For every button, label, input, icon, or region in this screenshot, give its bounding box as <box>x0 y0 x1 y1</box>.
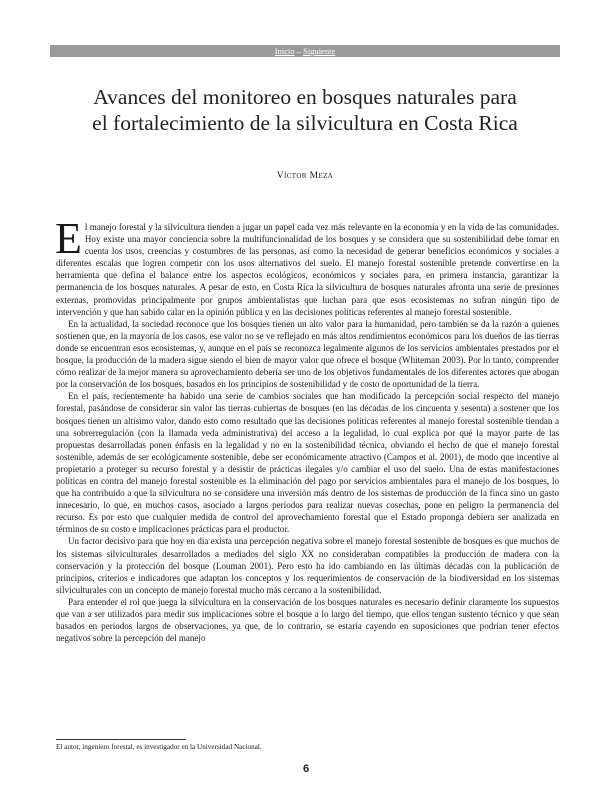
article-title <box>50 84 560 136</box>
title-line-1: Avances del monitoreo en bosques naturales para <box>93 85 517 109</box>
footnote: El autor, ingeniero forestal, es investigador en la Universidad Nacional. <box>56 743 262 751</box>
title-line-2: el fortalecimiento de la silvicultura en Costa Rica <box>92 111 518 135</box>
paragraph-1 <box>55 214 559 318</box>
footnote-divider <box>56 739 186 740</box>
page-number: 6 <box>302 763 310 775</box>
paragraph-2: En la actualidad, la sociedad reconoce que los bosques tienen un alto valor para la humanidad, pero también se da la razón a quienes sostienen que, en la mayoría de los casos, ese valor no se ve reflejado en más altos rendimientos económicos para los dueños de las tierras donde se encuentran esos ecosistemas, y, aunque en el país se reconozca legalmente algunos de los servicios ambientales prestados por el bosque, la producción de la madera sigue siendo el bien de mayor valor que ofrece el bosque (Whiteman 2003). Por lo tanto, comprender cómo realizar de la mejor manera su aprovechamiento debería ser uno de los objetivos fundamentales de los diferentes actores que abogan por la conservación de los bosques, basados en los principios de sostenibilidad y de costo de oportunidad de la tierra. <box>56 318 559 390</box>
paragraph-4: Un factor decisivo para que hoy en día exista una percepción negativa sobre el manejo forestal sostenible de bosques es que muchos de los sistemas silviculturales desarrollados a mediados del siglo XX no consideraban compatibles la producción de madera con la conservación y la protección del bosque (Louman 2001). Pero esto ha ido cambiando en las últimas décadas con la publicación de principios, criterios e indicadores que adaptan los conceptos y los requerimientos de conservación de la biodiversidad en los sistemas silviculturales con un concepto de manejo forestal mucho más cercano a la sostenibilidad. <box>56 536 559 595</box>
navigation-bar <box>50 45 560 57</box>
author-name: Víctor Meza <box>276 171 334 181</box>
paragraph-5: Para entender el rol que juega la silvicultura en la conservación de los bosques naturales es necesario definir claramente los supuestos que van a ser utilizados para medir sus implicaciones sobre el bosque a lo largo del tiempo, que ellos tengan sustento técnico y que sean basados en períodos largos de observaciones, ya que, de lo contrario, se estaría cayendo en suposiciones que podrían tener efectos negativos sobre la percepción del manejo <box>56 596 559 644</box>
article-body <box>55 214 559 644</box>
home-link[interactable]: Inicio <box>274 46 295 56</box>
paragraph-1-text: l manejo forestal y la silvicultura tienden a jugar un papel cada vez más relevante en la economía y en la vida de las comunidades. Hoy existe una mayor conciencia sobre la multifuncionalidad de los bosques y se considera que su sostenibilidad debe tomar en cuenta los usos, creencias y costumbres de las personas, así como la necesidad de generar beneficios económicos y sociales a diferentes escalas que logren competir con los usos alternativos del suelo. El manejo forestal sostenible pretende convertirse en la herramienta que defina el balance entre los aspectos ecológicos, económicos y sociales para, en primera instancia, garantizar la permanencia de los bosques naturales. A pesar de esto, en Costa Rica la silvicultura de bosques naturales afronta una serie de presiones externas, promovidas principalmente por grupos ambientalistas que luchan para que esos ecosistemas no sufran ningún tipo de intervención y que han sabido calar en la opinión pública y en las decisiones políticas referentes al manejo forestal sostenible. <box>56 222 559 317</box>
drop-cap: E <box>55 214 82 263</box>
next-link[interactable]: Siguiente <box>303 46 336 56</box>
nav-separator: – <box>296 46 301 56</box>
paragraph-3: En el país, recientemente ha habido una serie de cambios sociales que han modificado la percepción social respecto del manejo forestal, pasándose de considerar sin valor las tierras cubiertas de bosques (en las décadas de los cincuenta y sesenta) a sostener que los bosques tienen un altísimo valor, dando esto como resultado que las decisiones políticas referentes al manejo forestal sostenible tiendan a una sobrerregulación (con la llamada veda administrativa) del acceso a la legalidad, lo cual explica por qué la mayor parte de las propuestas desarrolladas ponen énfasis en la legalidad y no en la sostenibilidad técnica, obviando el hecho de que el manejo forestal sostenible, además de ser ecológicamente sostenible, debe ser económicamente atractivo (Campos et al. 2001), de modo que incentive al propietario a proteger su recurso forestal y a desistir de prácticas ilegales y/o cambiar el uso del suelo. Una de estas manifestaciones políticas en contra del manejo forestal sostenible es la eliminación del pago por servicios ambientales para el manejo de los bosques, lo que ha contribuido a que la silvicultura no se considere una inversión más dentro de los sistemas de producción de la finca sino un gasto innecesario, lo que, en muchos casos, asociado a largos períodos para realizar nuevas cosechas, pone en peligro la permanencia del recurso. Es por esto que cualquier medida de control del aprovechamiento forestal que el Estado proponga debiera ser analizada en términos de su costo e implicaciones prácticas para el productor. <box>56 391 559 535</box>
